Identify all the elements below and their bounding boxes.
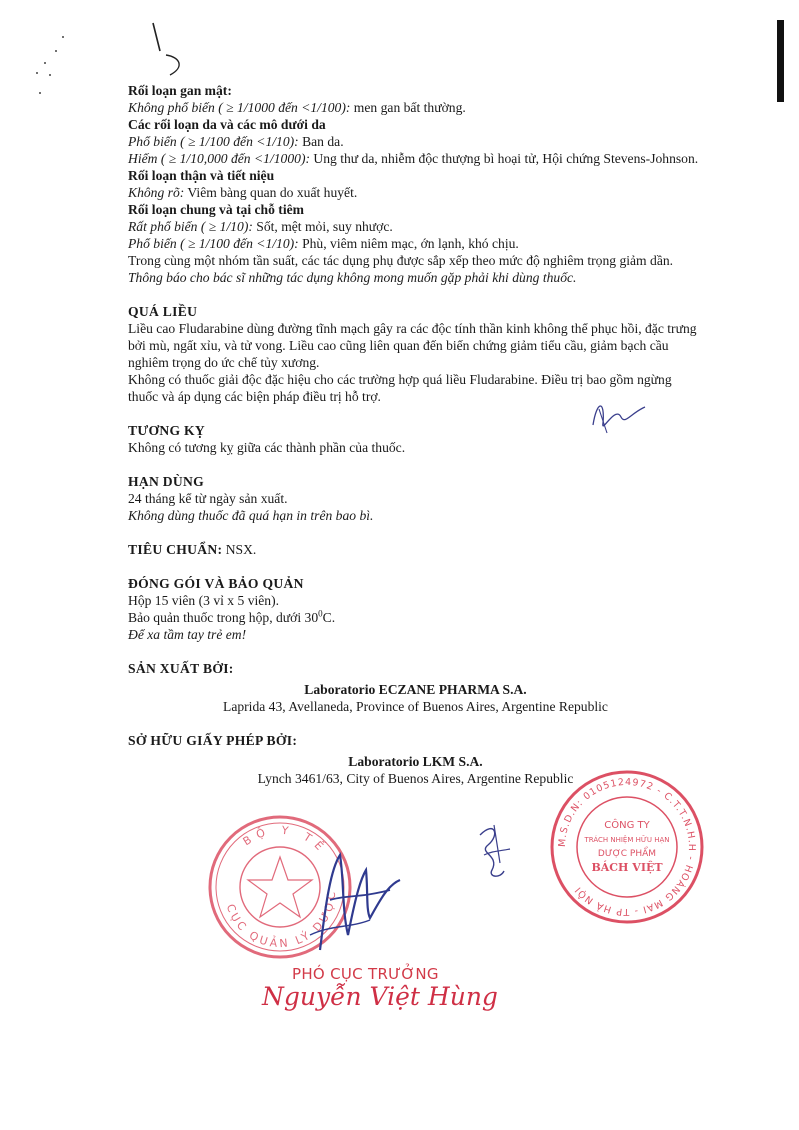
signatory-name: Nguyễn Việt Hùng — [262, 982, 498, 1011]
initials-mark — [470, 815, 530, 885]
section-heading: QUÁ LIỀU — [128, 304, 198, 319]
manufacturer-name: Laboratorio ECZANE PHARMA S.A. — [304, 682, 527, 697]
license-holder-name: Laboratorio LKM S.A. — [348, 754, 483, 769]
section-heading: SẢN XUẤT BỞI: — [128, 661, 234, 676]
section-heading: TIÊU CHUẨN: — [128, 542, 223, 557]
expiry-warning: Không dùng thuốc đã quá hạn in trên bao bì. — [128, 508, 374, 523]
svg-text:BỘ Y TẾ: BỘ Y TẾ — [240, 823, 330, 858]
section-kidney-disorders — [128, 167, 703, 201]
section-skin-disorders — [128, 116, 703, 167]
section-general-disorders — [128, 201, 703, 286]
section-packaging-storage — [128, 575, 703, 643]
signatory-title: PHÓ CỤC TRƯỞNG — [292, 965, 439, 983]
svg-text:TRÁCH NHIỆM HỮU HẠN: TRÁCH NHIỆM HỮU HẠN — [584, 836, 670, 844]
svg-text:DƯỢC PHẨM: DƯỢC PHẨM — [597, 849, 657, 859]
storage-condition: Bảo quản thuốc trong hộp, dưới $30^0C$. — [128, 608, 336, 625]
initials-mark — [585, 395, 665, 440]
doctor-warning: Thông báo cho bác sĩ những tác dụng không mong muốn gặp phải khi dùng thuốc. — [128, 270, 577, 285]
section-title: Rối loạn chung và tại chỗ tiêm — [128, 202, 304, 217]
frequency-line: Phổ biến ( ≥ 1/100 đến <1/10): Phù, viêm niêm mạc, ớn lạnh, khó chịu. — [128, 236, 519, 251]
incompatibility-text: Không có tương kỵ giữa các thành phần của thuốc. — [128, 440, 406, 455]
overdose-paragraph-2: Không có thuốc giải độc đặc hiệu cho các trường hợp quá liều Fludarabine. Điều trị bao gồm ngừng thuốc và áp dụng các biện pháp điều trị hỗ trợ. — [128, 372, 672, 404]
license-holder-address: Lynch 3461/63, City of Buenos Aires, Argentine Republic — [257, 771, 574, 786]
section-standard — [128, 541, 703, 558]
frequency-line: Hiếm ( ≥ 1/10,000 đến <1/1000): Ung thư da, nhiễm độc thượng bì hoại tử, Hội chứng Stevens-Johnson. — [128, 151, 699, 166]
standard-value: NSX. — [222, 542, 257, 557]
svg-text:M.S.D.N: 0105124972 - C.T.T.N.: M.S.D.N: 0105124972 - C.T.T.N.H.H - HOÀNG MAI - TP HÀ NỘI — [556, 776, 698, 918]
section-heading: SỞ HỮU GIẤY PHÉP BỞI: — [128, 733, 298, 748]
section-shelf-life — [128, 473, 703, 524]
section-heading: TƯƠNG KỴ — [128, 423, 206, 438]
frequency-line: Không rõ: Viêm bàng quan do xuất huyết. — [128, 185, 358, 200]
scan-edge-mark — [777, 20, 784, 102]
section-manufacturer — [128, 660, 703, 715]
overdose-paragraph-1: Liều cao Fludarabine dùng đường tĩnh mạch gây ra các độc tính thần kinh không thể phục hồi, đặc trưng bởi mù, ngất xỉu, và tử vong. Liều cao cũng liên quan đến biến chứng giảm tiểu cầu, giảm bạch cầu nghiêm trọng do ức chế tủy xương. — [128, 321, 697, 370]
official-signature-scribble — [300, 840, 410, 960]
section-heading: ĐÓNG GÓI VÀ BẢO QUẢN — [128, 576, 304, 591]
frequency-line: Không phổ biến ( ≥ 1/1000 đến <1/100): men gan bất thường. — [128, 100, 466, 115]
package-size: Hộp 15 viên (3 vỉ x 5 viên). — [128, 593, 280, 608]
section-overdose — [128, 303, 703, 405]
ordering-note: Trong cùng một nhóm tần suất, các tác dụng phụ được sắp xếp theo mức độ nghiêm trọng giảm dần. — [128, 253, 674, 268]
svg-text:CÔNG TY: CÔNG TY — [604, 820, 650, 831]
section-title: Các rối loạn da và các mô dưới da — [128, 117, 326, 132]
company-seal-stamp — [548, 768, 706, 926]
shelf-life-text: 24 tháng kể từ ngày sản xuất. — [128, 491, 288, 506]
svg-text:CỤC QUẢN LÝ DƯỢC: CỤC QUẢN LÝ DƯỢC — [223, 888, 339, 951]
manufacturer-address: Laprida 43, Avellaneda, Province of Buenos Aires, Argentine Republic — [223, 699, 608, 714]
section-heading: HẠN DÙNG — [128, 474, 205, 489]
section-title: Rối loạn gan mật: — [128, 83, 232, 98]
child-warning: Để xa tầm tay trẻ em! — [128, 627, 247, 642]
frequency-line: Rất phổ biến ( ≥ 1/10): Sốt, mệt mỏi, suy nhược. — [128, 219, 393, 234]
svg-text:BÁCH VIỆT: BÁCH VIỆT — [591, 861, 663, 874]
section-liver-disorders — [128, 82, 703, 116]
section-title: Rối loạn thận và tiết niệu — [128, 168, 275, 183]
frequency-line: Phổ biến ( ≥ 1/100 đến <1/10): Ban da. — [128, 134, 344, 149]
